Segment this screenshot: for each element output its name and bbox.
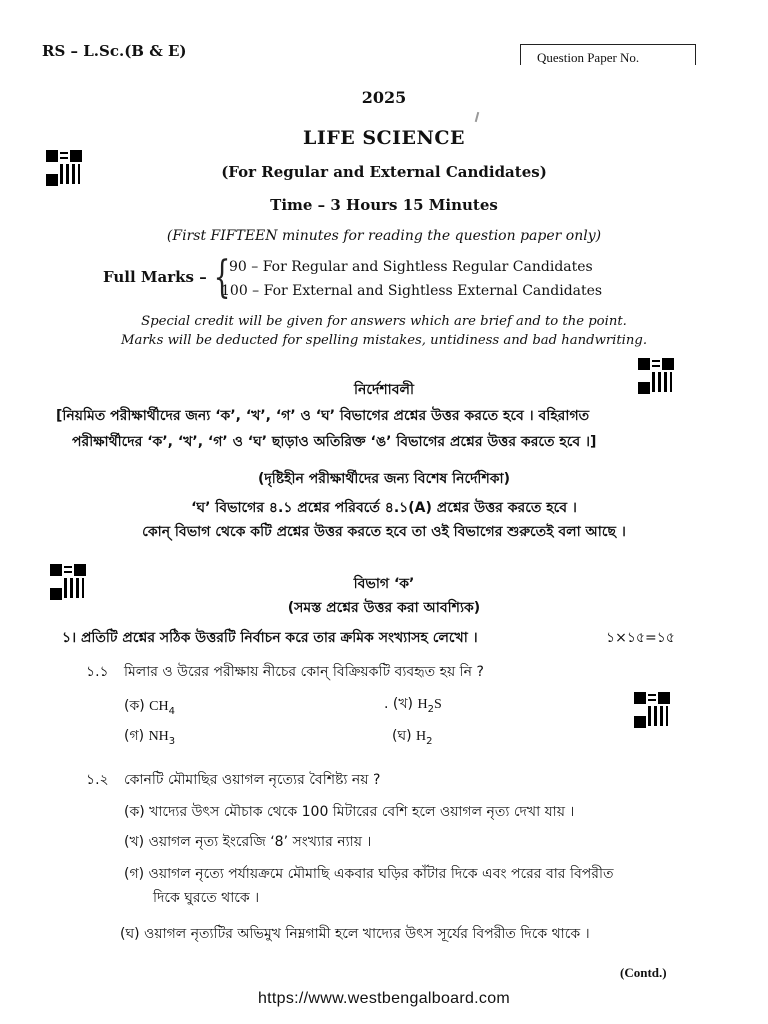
question-1-2-number: ১.২ xyxy=(86,772,109,788)
question-paper-no-box xyxy=(520,44,696,65)
question-1-2-text: কোনটি মৌমাছির ওয়াগল নৃত্যের বৈশিষ্ট্য নয় ? xyxy=(124,772,381,788)
sightless-instruction-2: কোন্ বিভাগ থেকে কটি প্রশ্নের উত্তর করতে হবে তা ওই বিভাগের শুরুতেই বলা আছে । xyxy=(142,524,626,540)
time-allowed: Time – 3 Hours 15 Minutes xyxy=(270,196,498,214)
option-1-1-a: (ক) $CH_4$ xyxy=(124,698,175,717)
question-1-1-text: মিলার ও উরের পরীক্ষায় নীচের কোন্ বিক্রিয়কটি ব্যবহৃত হয় নি ? xyxy=(124,664,484,680)
question-1 xyxy=(62,626,478,650)
question-paper-no-label: Question Paper No. xyxy=(537,50,640,65)
source-url: https://www.westbengalboard.com xyxy=(257,990,511,1007)
brace-symbol: { xyxy=(213,252,231,303)
question-1-marks: ১×১৫=১৫ xyxy=(606,630,675,646)
section-subtitle: (সমস্ত প্রশ্নের উত্তর করা আবশ্যিক) xyxy=(287,600,481,616)
full-marks-regular: 90 – For Regular and Sightless Regular Candidates xyxy=(229,259,593,275)
instructions-heading: নির্দেশাবলী xyxy=(354,382,414,398)
continued-note: (Contd.) xyxy=(620,965,667,980)
paper-code: RS – L.Sc.(B & E) xyxy=(42,42,187,60)
question-1-text: প্রতিটি প্রশ্নের সঠিক উত্তরটি নির্বাচন করে তার ক্রমিক সংখ্যাসহ লেখো । xyxy=(80,630,478,646)
special-credit-note: Special credit will be given for answers which are brief and to the point. xyxy=(141,314,627,329)
full-marks-external: 100 – For External and Sightless External Candidates xyxy=(221,283,603,299)
option-1-1-c: (গ) $NH_3$ xyxy=(124,728,176,747)
exam-year: 2025 xyxy=(361,88,407,107)
subject-title: LIFE SCIENCE xyxy=(302,127,466,149)
question-1-number: ১। xyxy=(62,630,77,646)
candidates-note: (For Regular and External Candidates) xyxy=(221,163,547,181)
question-1-1-number: ১.১ xyxy=(86,664,109,680)
qr-code-icon xyxy=(632,690,672,730)
option-1-2-c: (গ) ওয়াগল নৃত্যে পর্যায়ক্রমে মৌমাছি একবার ঘড়ির কাঁটার দিকে এবং পরের বার বিপরীত xyxy=(124,866,614,882)
option-1-1-b: . (খ) $H_2S$ xyxy=(384,696,442,715)
option-1-2-a: (ক) খাদ্যের উৎস মৌচাক থেকে 100 মিটারের বেশি হলে ওয়াগল নৃত্য দেখা যায় । xyxy=(124,804,575,820)
option-1-1-d: (ঘ) $H_2$ xyxy=(392,728,433,747)
section-title: বিভাগ ‘ক’ xyxy=(353,576,415,592)
option-1-2-d: (ঘ) ওয়াগল নৃত্যটির অভিমুখ নিম্নগামী হলে খাদ্যের উৎস সূর্যের বিপরীত দিকে থাকে । xyxy=(120,926,590,942)
reading-time-note: (First FIFTEEN minutes for reading the question paper only) xyxy=(166,228,602,244)
instructions-line-2: পরীক্ষার্থীদের ‘ক’, ‘খ’, ‘গ’ ও ‘ঘ’ ছাড়াও অতিরিক্ত ‘ঙ’ বিভাগের প্রশ্নের উত্তর করতে হবে ।] xyxy=(72,434,597,450)
scan-mark xyxy=(475,112,480,122)
marks-deduction-note: Marks will be deducted for spelling mistakes, untidiness and bad handwriting. xyxy=(120,333,648,348)
option-1-2-b: (খ) ওয়াগল নৃত্য ইংরেজি ‘8’ সংখ্যার ন্যায় । xyxy=(124,834,372,850)
sightless-instructions-heading: (দৃষ্টিহীন পরীক্ষার্থীদের জন্য বিশেষ নির্দেশিকা) xyxy=(258,471,510,487)
sightless-instruction-1: ‘ঘ’ বিভাগের ৪.১ প্রশ্নের পরিবর্তে ৪.১(A) প্রশ্নের উত্তর করতে হবে । xyxy=(191,500,577,516)
full-marks-label: Full Marks – xyxy=(103,268,207,286)
option-1-2-c-cont: দিকে ঘুরতে থাকে । xyxy=(153,890,260,906)
instructions-line-1: [নিয়মিত পরীক্ষার্থীদের জন্য ‘ক’, ‘খ’, ‘গ’ ও ‘ঘ’ বিভাগের প্রশ্নের উত্তর করতে হবে । বহিরাগত xyxy=(56,408,590,424)
